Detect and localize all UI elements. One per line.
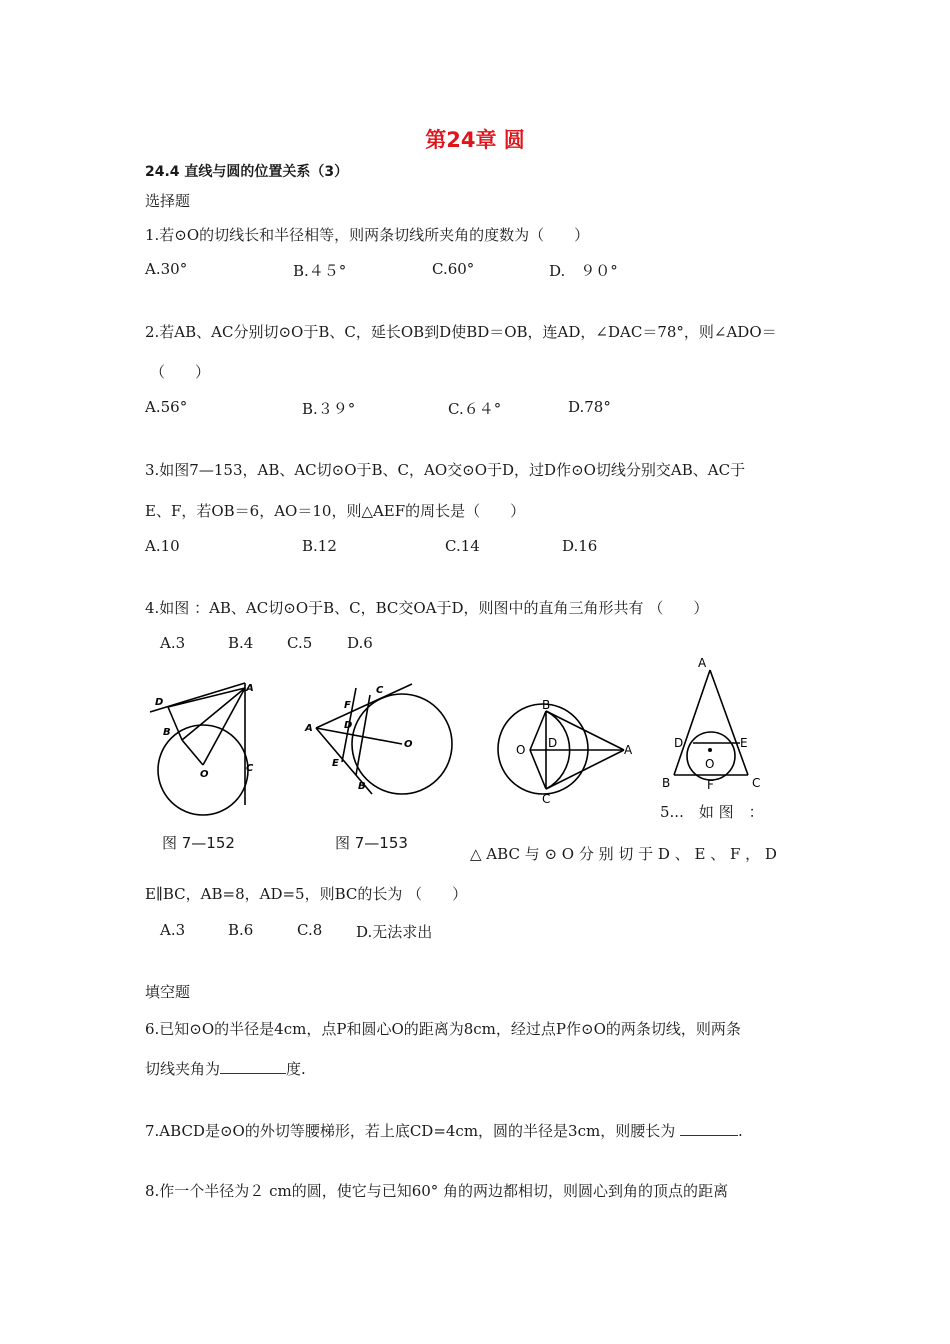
svg-text:C: C bbox=[752, 776, 761, 790]
question-2-line2: （ ） bbox=[150, 363, 211, 381]
svg-text:A: A bbox=[305, 723, 313, 734]
q3-option-c: C.14 bbox=[445, 537, 480, 555]
q4-option-b: B.4 bbox=[228, 634, 254, 652]
question-4-text: 4.如图 ：AB、AC切⊙O于B、C，BC交OA于D，则图中的直角三角形共有 （ ） bbox=[145, 599, 709, 617]
figure-q5-labels bbox=[662, 656, 760, 792]
question-1-text: 1.若⊙O的切线长和半径相等，则两条切线所夹角的度数为（ ） bbox=[145, 226, 590, 244]
svg-text:D: D bbox=[674, 736, 684, 750]
question-8-text: 8.作一个半径为２ cm的圆，使它与已知60° 角的两边都相切，则圆心到角的顶点的距离 bbox=[145, 1182, 729, 1200]
q2-option-c: C.６４° bbox=[448, 400, 502, 418]
q5-option-d: D.无法求出 bbox=[356, 923, 433, 941]
svg-text:D: D bbox=[344, 720, 353, 731]
question-7-text: 7.ABCD是⊙O的外切等腰梯形，若上底CD=4cm，圆的半径是3cm，则腰长为 . bbox=[145, 1122, 743, 1140]
svg-text:F: F bbox=[344, 700, 351, 711]
figure-7-152-caption: 图 7—152 bbox=[162, 834, 235, 852]
question-5-line1a: 5... 如 图 ： bbox=[660, 803, 764, 821]
q1-option-c: C.60° bbox=[432, 260, 475, 278]
svg-text:B: B bbox=[542, 698, 551, 712]
q2-option-d: D.78° bbox=[568, 398, 611, 416]
svg-text:E: E bbox=[740, 736, 748, 750]
q3-option-d: D.16 bbox=[562, 537, 598, 555]
svg-text:C: C bbox=[376, 685, 384, 696]
section-heading-fill: 填空题 bbox=[145, 983, 191, 1001]
question-6-line2: 切线夹角为 度. bbox=[145, 1060, 306, 1078]
figure-7-152 bbox=[150, 683, 248, 815]
question-2-line1: 2.若AB、AC分别切⊙O于B、C，延长OB到D使BD＝OB，连AD，∠DAC＝78°，则∠ADO＝ bbox=[145, 323, 777, 341]
svg-text:C: C bbox=[542, 792, 551, 806]
q2-option-b: B.３９° bbox=[302, 400, 356, 418]
answer-blank-7[interactable] bbox=[680, 1121, 738, 1136]
svg-text:B: B bbox=[358, 781, 366, 792]
section-heading-choice: 选择题 bbox=[145, 192, 191, 210]
q3-option-a: A.10 bbox=[145, 537, 180, 555]
q1-option-d: D. ９０° bbox=[549, 262, 618, 280]
q1-option-a: A.30° bbox=[145, 260, 188, 278]
label-b: B bbox=[163, 727, 171, 738]
label-d: D bbox=[155, 697, 164, 708]
svg-text:B: B bbox=[662, 776, 671, 790]
figure-q4-labels bbox=[516, 698, 633, 806]
svg-text:O: O bbox=[404, 739, 413, 750]
q5-option-b: B.6 bbox=[228, 921, 254, 939]
svg-text:E: E bbox=[332, 758, 339, 769]
center-dot bbox=[708, 748, 712, 752]
figure-7-153-labels bbox=[304, 685, 413, 792]
label-o: O bbox=[200, 769, 209, 780]
question-3-line1: 3.如图7—153，AB、AC切⊙O于B、C，AO交⊙O于D，过D作⊙O切线分别交AB、AC于 bbox=[145, 461, 746, 479]
section-subtitle: 24.4 直线与圆的位置关系（3） bbox=[145, 164, 349, 180]
q2-option-a: A.56° bbox=[145, 398, 188, 416]
question-5-line1b: △ ABC 与 ⊙ O 分 别 切 于 D 、 E 、 F ， D bbox=[470, 845, 777, 863]
svg-text:D: D bbox=[548, 736, 558, 750]
q5-option-a: A.3 bbox=[160, 921, 186, 939]
page-title: 第24章 圆 bbox=[425, 128, 525, 152]
answer-blank-6[interactable] bbox=[220, 1059, 286, 1074]
question-3-line2: E、F，若OB＝6，AO＝10，则△AEF的周长是（ ） bbox=[145, 502, 526, 520]
question-5-line2: E∥BC，AB=8，AD=5，则BC的长为 （ ） bbox=[145, 885, 468, 903]
q4-option-d: D.6 bbox=[347, 634, 373, 652]
figure-7-153-caption: 图 7—153 bbox=[335, 834, 408, 852]
svg-text:O: O bbox=[705, 757, 715, 771]
label-a: A bbox=[246, 683, 254, 694]
q4-option-c: C.5 bbox=[287, 634, 313, 652]
q4-option-a: A.3 bbox=[160, 634, 186, 652]
label-c: C bbox=[246, 763, 254, 774]
q1-option-b: B.４５° bbox=[293, 262, 347, 280]
svg-text:O: O bbox=[516, 743, 526, 757]
question-6-line1: 6.已知⊙O的半径是4cm，点P和圆心O的距离为8cm，经过点P作⊙O的两条切线，则两条 bbox=[145, 1020, 741, 1038]
svg-text:A: A bbox=[698, 656, 707, 670]
svg-text:F: F bbox=[707, 778, 714, 792]
figure-7-153 bbox=[316, 684, 452, 794]
q3-option-b: B.12 bbox=[302, 537, 337, 555]
q5-option-c: C.8 bbox=[297, 921, 323, 939]
svg-text:A: A bbox=[624, 743, 633, 757]
